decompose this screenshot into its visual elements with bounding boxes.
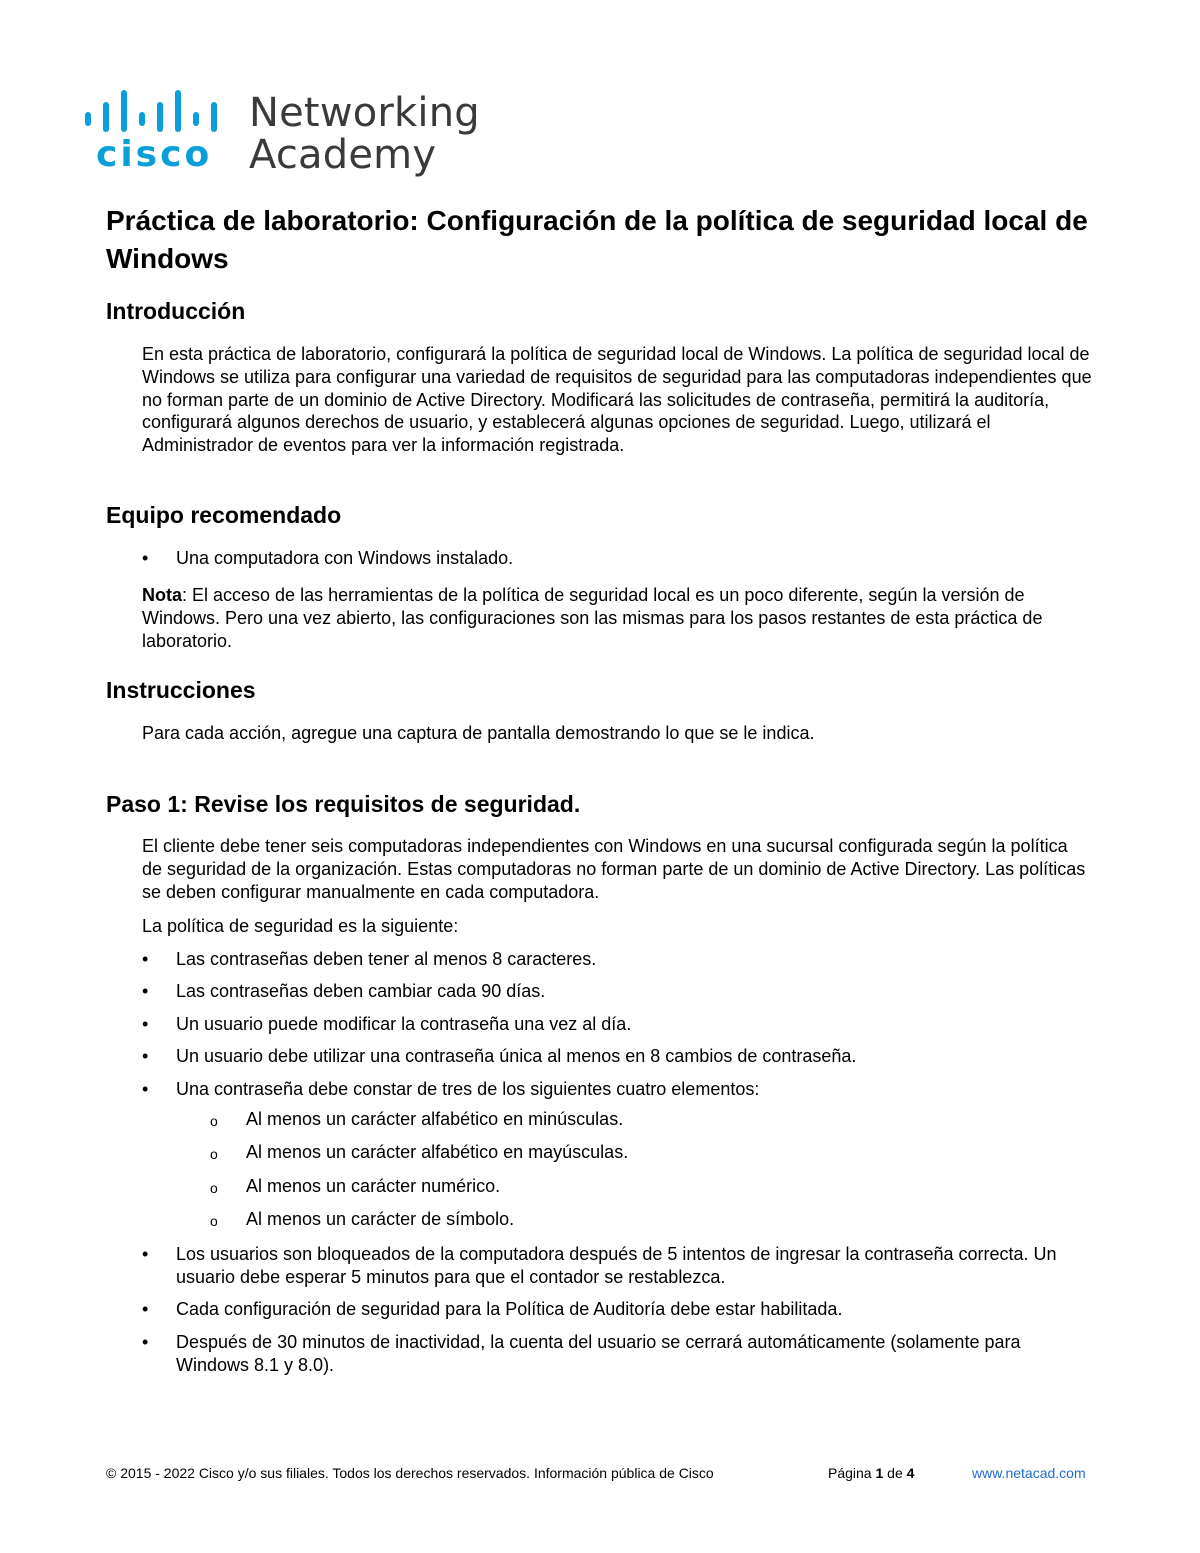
circle-bullet-icon: o: [210, 1179, 218, 1196]
list-item: o Al menos un carácter alfabético en minúsculas.: [210, 1108, 1090, 1131]
intro-text: En esta práctica de laboratorio, configurará la política de seguridad local de Windows. La política de seguridad local de Windows se utiliza para configurar una variedad de requisitos de seguridad para las computadoras independientes que no forman parte de un dominio de Active Directory. Modificará las solicitudes de contraseña, permitirá la auditoría, configurará algunos derechos de usuario, y establecerá algunas opciones de seguridad. Luego, utilizará el Administrador de eventos para ver la información registrada.: [142, 344, 1092, 456]
step1-heading: Paso 1: Revise los requisitos de seguridad.: [106, 791, 581, 817]
list-item: • Las contraseñas deben cambiar cada 90 días.: [142, 981, 546, 1002]
policy-list: [142, 948, 1092, 1101]
footer-copyright: © 2015 - 2022 Cisco y/o sus filiales. Todos los derechos reservados. Información pública de Cisco: [106, 1465, 714, 1481]
svg-text:cisco: cisco: [96, 134, 213, 175]
instructions-text: Para cada acción, agregue una captura de pantalla demostrando lo que se le indica.: [142, 723, 815, 743]
list-item: • Una computadora con Windows instalado.: [142, 548, 514, 568]
cisco-logo-icon: [84, 88, 234, 184]
bullet-icon: •: [142, 1078, 149, 1099]
note-label: Nota: [142, 585, 182, 605]
list-item: • Un usuario puede modificar la contraseña una vez al día.: [142, 1013, 632, 1034]
circle-bullet-icon: o: [210, 1213, 218, 1230]
bullet-icon: •: [142, 1299, 149, 1320]
bullet-icon: •: [142, 981, 149, 1002]
footer-page-number: Página 1 de 4: [828, 1465, 915, 1481]
policy-list-continued: [142, 1243, 1072, 1376]
bullet-icon: •: [142, 949, 149, 969]
list-item: • Los usuarios son bloqueados de la computadora después de 5 intentos de ingresar la contraseña correcta. Un usuario debe esperar 5 minutos para que el contador se restablezca.: [142, 1244, 1057, 1287]
bullet-icon: •: [142, 1046, 149, 1067]
logo-networking: Networking: [249, 90, 480, 136]
list-item: o Al menos un carácter numérico.: [210, 1175, 1090, 1198]
list-item: • Las contraseñas deben tener al menos 8 caracteres.: [142, 949, 597, 969]
list-item: • Una contraseña debe constar de tres de los siguientes cuatro elementos:: [142, 1078, 760, 1099]
logo-academy: Academy: [249, 132, 437, 178]
policy-intro: La política de seguridad es la siguiente:: [142, 916, 459, 936]
step1-text: El cliente debe tener seis computadoras independientes con Windows en una sucursal configurada según la política de seguridad de la organización. Estas computadoras no forman parte de un dominio de Active Directory. Las políticas se deben configurar manualmente en cada computadora.: [142, 836, 1086, 902]
circle-bullet-icon: o: [210, 1146, 218, 1163]
note-text: : El acceso de las herramientas de la política de seguridad local es un poco diferente, según la versión de Windows. Pero una vez abierto, las configuraciones son las mismas para los pasos restantes de esta práctica de laboratorio.: [142, 585, 1043, 651]
bullet-icon: •: [142, 1331, 149, 1352]
intro-heading: Introducción: [106, 298, 246, 324]
circle-bullet-icon: o: [210, 1113, 218, 1129]
list-item: • Cada configuración de seguridad para la Política de Auditoría debe estar habilitada.: [142, 1299, 843, 1320]
page-title: Práctica de laboratorio: Configuración de la política de seguridad local de Windows: [106, 205, 1088, 274]
cisco-networking-academy-logo: [84, 88, 480, 184]
list-item: • Después de 30 minutos de inactividad, la cuenta del usuario se cerrará automáticamente (solamente para Windows 8.1 y 8.0).: [142, 1331, 1021, 1375]
password-elements-list: [210, 1108, 1090, 1231]
list-item: o Al menos un carácter de símbolo.: [210, 1208, 1090, 1231]
footer-netacad-link[interactable]: www.netacad.com: [972, 1465, 1086, 1481]
equipment-list: [142, 547, 1092, 570]
bullet-icon: •: [142, 1013, 149, 1034]
list-item: o Al menos un carácter alfabético en mayúsculas.: [210, 1141, 1090, 1164]
list-item: • Un usuario debe utilizar una contraseña única al menos en 8 cambios de contraseña.: [142, 1046, 857, 1067]
bullet-icon: •: [142, 1244, 149, 1264]
instructions-heading: Instrucciones: [106, 677, 256, 703]
bullet-icon: •: [142, 548, 149, 568]
equipment-note: [142, 584, 1092, 652]
equipment-heading: Equipo recomendado: [106, 502, 342, 528]
